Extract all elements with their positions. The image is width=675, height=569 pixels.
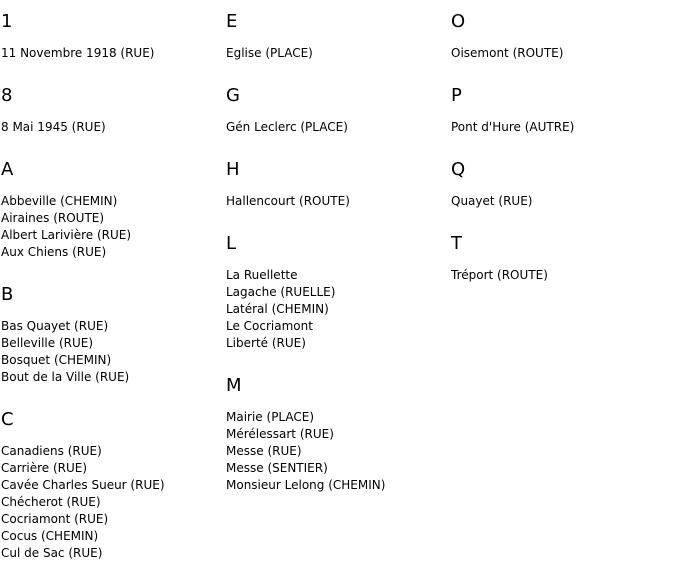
street-list	[1, 119, 221, 136]
street-item[interactable]: Chécherot (RUE)	[1, 495, 101, 509]
letter-group-8	[1, 86, 221, 136]
group-heading: H	[226, 159, 240, 180]
street-item[interactable]: Oisemont (ROUTE)	[451, 46, 564, 60]
group-heading: M	[226, 375, 242, 396]
street-item[interactable]: Aux Chiens (RUE)	[1, 245, 107, 259]
street-item[interactable]: Bas Quayet (RUE)	[1, 319, 109, 333]
letter-group-e	[226, 12, 446, 62]
street-item[interactable]: Gén Leclerc (PLACE)	[226, 120, 348, 134]
letter-group-1	[1, 12, 221, 62]
group-heading: G	[226, 85, 240, 106]
letter-group-m	[226, 376, 446, 494]
street-item[interactable]: Abbeville (CHEMIN)	[1, 194, 118, 208]
street-item[interactable]: Canadiens (RUE)	[1, 444, 102, 458]
street-list	[1, 318, 221, 386]
street-item[interactable]: Messe (SENTIER)	[226, 461, 328, 475]
street-item[interactable]: Airaines (ROUTE)	[1, 211, 105, 225]
group-heading: 8	[1, 85, 13, 106]
group-heading: C	[1, 409, 14, 430]
street-item[interactable]: Mérélessart (RUE)	[226, 427, 334, 441]
index-column-2	[226, 0, 446, 494]
index-column-1	[1, 0, 221, 562]
street-item[interactable]: Monsieur Lelong (CHEMIN)	[226, 478, 386, 492]
street-item[interactable]: Mairie (PLACE)	[226, 410, 315, 424]
letter-group-p	[451, 86, 671, 136]
street-list	[226, 409, 446, 494]
street-item[interactable]: Albert Larivière (RUE)	[1, 228, 132, 242]
group-heading: B	[1, 284, 14, 305]
letter-group-b	[1, 285, 221, 386]
group-heading: O	[451, 11, 466, 32]
group-heading: A	[1, 159, 14, 180]
street-list	[226, 267, 446, 352]
street-item[interactable]: Latéral (CHEMIN)	[226, 302, 329, 316]
street-list	[226, 45, 446, 62]
group-heading: Q	[451, 159, 466, 180]
street-item[interactable]: Quayet (RUE)	[451, 194, 533, 208]
street-list	[226, 119, 446, 136]
street-item[interactable]: Eglise (PLACE)	[226, 46, 313, 60]
letter-group-t	[451, 234, 671, 284]
street-item[interactable]: Messe (RUE)	[226, 444, 302, 458]
street-item[interactable]: Belleville (RUE)	[1, 336, 94, 350]
letter-group-g	[226, 86, 446, 136]
letter-group-c	[1, 410, 221, 562]
group-heading: P	[451, 85, 462, 106]
street-list	[451, 45, 671, 62]
street-item[interactable]: Hallencourt (ROUTE)	[226, 194, 350, 208]
street-item[interactable]: La Ruellette	[226, 268, 298, 282]
street-item[interactable]: 8 Mai 1945 (RUE)	[1, 120, 106, 134]
street-item[interactable]: Lagache (RUELLE)	[226, 285, 336, 299]
street-list	[451, 119, 671, 136]
street-list	[1, 193, 221, 261]
street-item[interactable]: Liberté (RUE)	[226, 336, 306, 350]
street-list	[1, 443, 221, 562]
street-item[interactable]: Cocus (CHEMIN)	[1, 529, 99, 543]
street-item[interactable]: Bout de la Ville (RUE)	[1, 370, 130, 384]
group-heading: T	[451, 233, 462, 254]
letter-group-l	[226, 234, 446, 352]
street-item[interactable]: 11 Novembre 1918 (RUE)	[1, 46, 155, 60]
street-item[interactable]: Pont d'Hure (AUTRE)	[451, 120, 575, 134]
index-column-3	[451, 0, 671, 284]
street-list	[451, 193, 671, 210]
letter-group-h	[226, 160, 446, 210]
street-item[interactable]: Cavée Charles Sueur (RUE)	[1, 478, 165, 492]
street-list	[1, 45, 221, 62]
letter-group-q	[451, 160, 671, 210]
street-item[interactable]: Carrière (RUE)	[1, 461, 88, 475]
street-item[interactable]: Cocriamont (RUE)	[1, 512, 109, 526]
street-item[interactable]: Le Cocriamont	[226, 319, 313, 333]
street-list	[451, 267, 671, 284]
street-item[interactable]: Cul de Sac (RUE)	[1, 546, 103, 560]
group-heading: E	[226, 11, 238, 32]
street-item[interactable]: Tréport (ROUTE)	[451, 268, 548, 282]
group-heading: 1	[1, 11, 13, 32]
street-list	[226, 193, 446, 210]
letter-group-o	[451, 12, 671, 62]
group-heading: L	[226, 233, 237, 254]
street-item[interactable]: Bosquet (CHEMIN)	[1, 353, 112, 367]
letter-group-a	[1, 160, 221, 261]
